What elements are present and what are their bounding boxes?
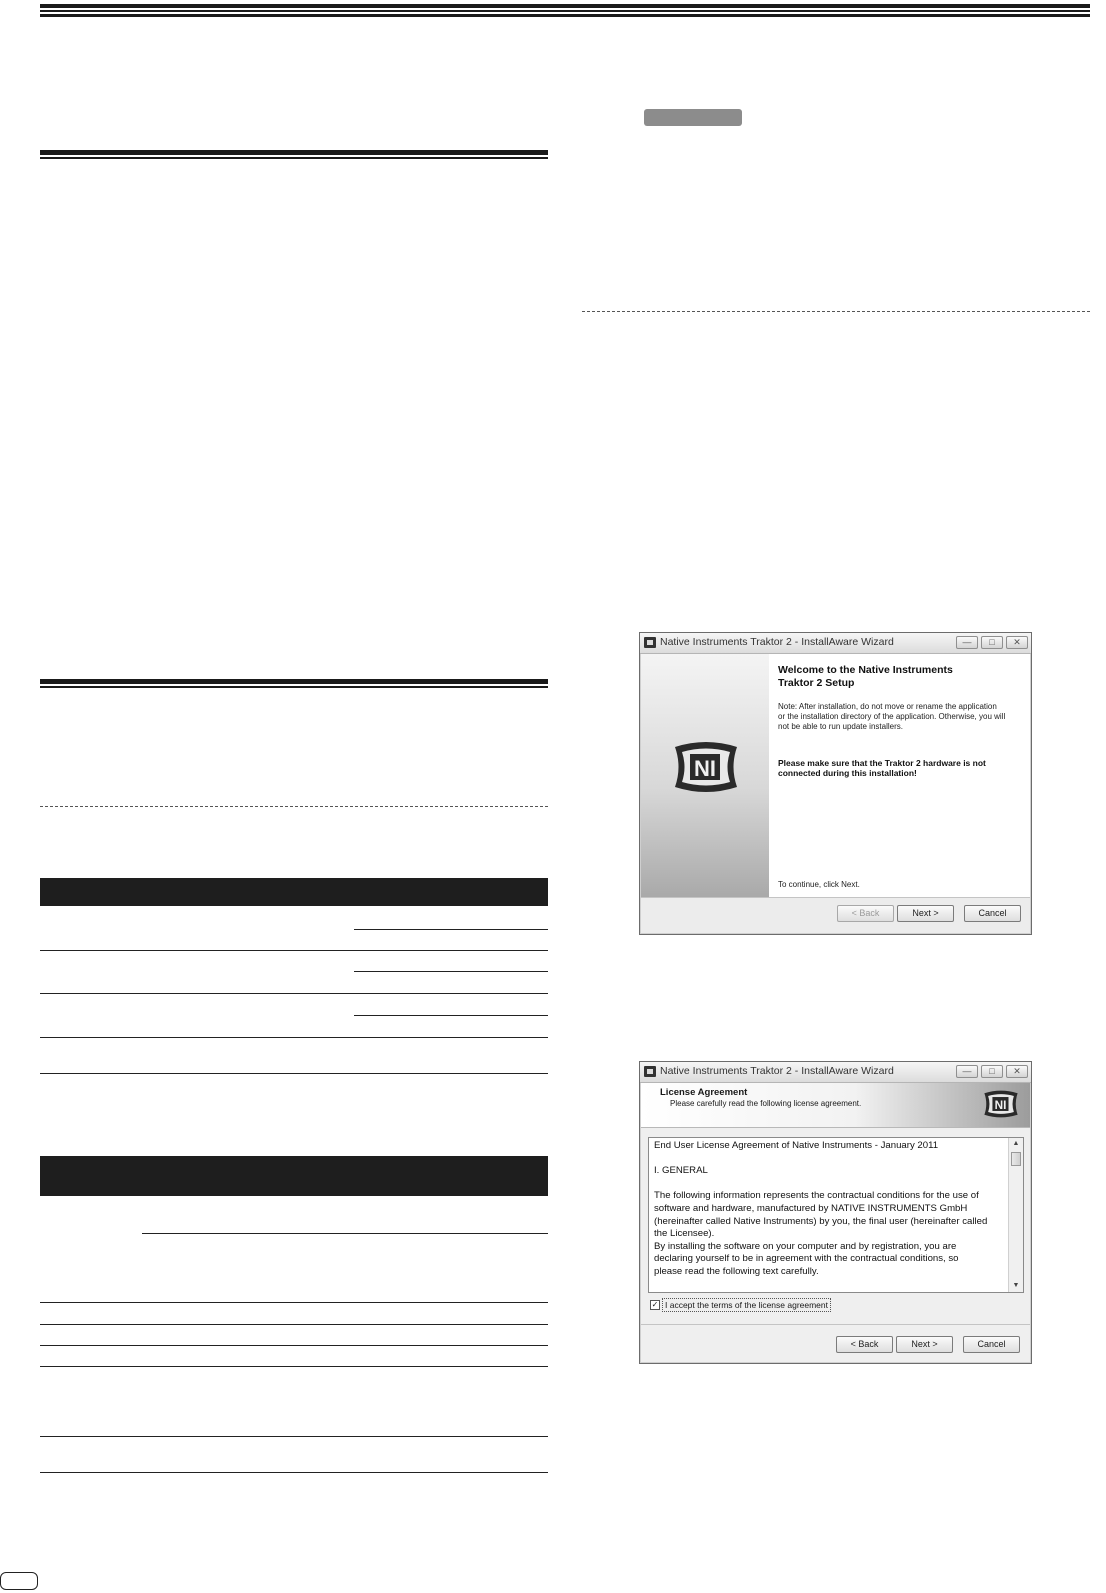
page-number-mark [0,1572,38,1590]
gray-label-tag [644,109,742,126]
installer-license-window [639,1061,1032,1364]
close-button[interactable] [1006,636,1028,649]
license-para1-line1: The following information represents the contractual conditions for the use of [654,1190,979,1202]
cancel-button[interactable]: Cancel [964,905,1021,922]
license-section-heading: I. GENERAL [654,1165,708,1177]
dashed-divider-left [40,806,548,807]
minimize-icon: — [962,637,972,647]
ni-logo-text: NI [994,1098,1007,1112]
table1-header [40,878,548,906]
table2-rule [40,1366,548,1367]
table1-rule [40,1073,548,1074]
welcome-content [769,654,1030,897]
license-para2-line2: declaring yourself to be in agreement with the contractual conditions, so [654,1253,959,1265]
ni-logo [981,1089,1021,1119]
table1-rule [40,993,548,994]
table1-rule [354,1015,548,1016]
license-title: End User License Agreement of Native Instruments - January 2011 [654,1140,939,1151]
section-rule-1 [40,150,548,160]
next-button[interactable]: Next > [897,905,954,922]
table1-rule [40,1037,548,1038]
footer-divider [641,1324,1030,1325]
next-button[interactable]: Next > [896,1336,953,1353]
note-line3: not be able to run update installers. [778,722,903,731]
scroll-down-icon[interactable]: ▼ [1012,1282,1020,1289]
license-scrollbar[interactable] [1008,1138,1023,1292]
table2-rule [40,1324,548,1325]
maximize-button[interactable] [981,1065,1003,1078]
license-para1-line3: (hereinafter called Native Instruments) by you, the final user (hereinafter called [654,1215,988,1227]
section-rule-2 [40,679,548,689]
installer-welcome-window [639,632,1032,935]
maximize-icon: □ [989,1066,995,1076]
maximize-icon: □ [989,637,995,647]
accept-checkbox-label[interactable]: I accept the terms of the license agreement [662,1298,831,1312]
close-icon: ✕ [1013,1066,1021,1076]
license-text [654,1140,1006,1279]
note-line2: or the installation directory of the application. Otherwise, you will [778,712,1006,721]
close-icon: ✕ [1013,637,1021,647]
license-para2-line1: By installing the software on your computer and by registration, you are [654,1240,957,1252]
close-button[interactable] [1006,1065,1028,1078]
table1-rule [40,950,548,951]
ni-logo-text: NI [694,756,716,781]
button-bar [641,897,1030,933]
warning-line1: Please make sure that the Traktor 2 hardware is not [778,758,986,768]
license-para2-line3: please read the following text carefully. [654,1265,819,1277]
license-header-title: License Agreement [660,1087,748,1098]
note-line1: Note: After installation, do not move or rename the application [778,702,997,711]
maximize-button[interactable] [981,636,1003,649]
ni-logo [670,739,742,795]
minimize-button[interactable] [956,636,978,649]
table2-rule [40,1302,548,1303]
table2-rule [40,1472,548,1473]
scroll-thumb[interactable] [1011,1152,1021,1166]
license-text-box[interactable] [648,1137,1024,1293]
continue-text: To continue, click Next. [778,880,860,889]
cancel-button[interactable]: Cancel [963,1336,1020,1353]
table2-rule [40,1436,548,1437]
app-icon [644,637,656,648]
license-para1-line4: the Licensee). [654,1228,715,1240]
license-header-subtitle: Please carefully read the following license agreement. [670,1099,862,1108]
minimize-icon: — [962,1066,972,1076]
welcome-heading-line1: Welcome to the Native Instruments [778,664,953,676]
table1-rule [354,971,548,972]
table2-rule [40,1345,548,1346]
warning-line2: connected during this installation! [778,768,917,778]
welcome-heading-line2: Traktor 2 Setup [778,677,855,689]
welcome-side-panel [641,654,769,897]
dashed-divider-right [582,311,1090,312]
back-button[interactable]: < Back [837,905,894,922]
top-decorative-rule [40,4,1090,18]
minimize-button[interactable] [956,1065,978,1078]
license-header-band [641,1083,1030,1128]
accept-checkbox[interactable]: ✓ [651,1300,659,1309]
app-icon [644,1066,656,1077]
window-title: Native Instruments Traktor 2 - InstallAware Wizard [660,1065,894,1077]
license-para1-line2: software and hardware, manufactured by NATIVE INSTRUMENTS GmbH [654,1202,968,1214]
back-button[interactable]: < Back [836,1336,893,1353]
table1-rule [354,929,548,930]
table2-rule [142,1233,548,1234]
scroll-up-icon[interactable]: ▲ [1012,1140,1020,1147]
window-title: Native Instruments Traktor 2 - InstallAware Wizard [660,636,894,648]
title-bar [640,633,1031,654]
title-bar [640,1062,1031,1083]
table2-header [40,1156,548,1196]
